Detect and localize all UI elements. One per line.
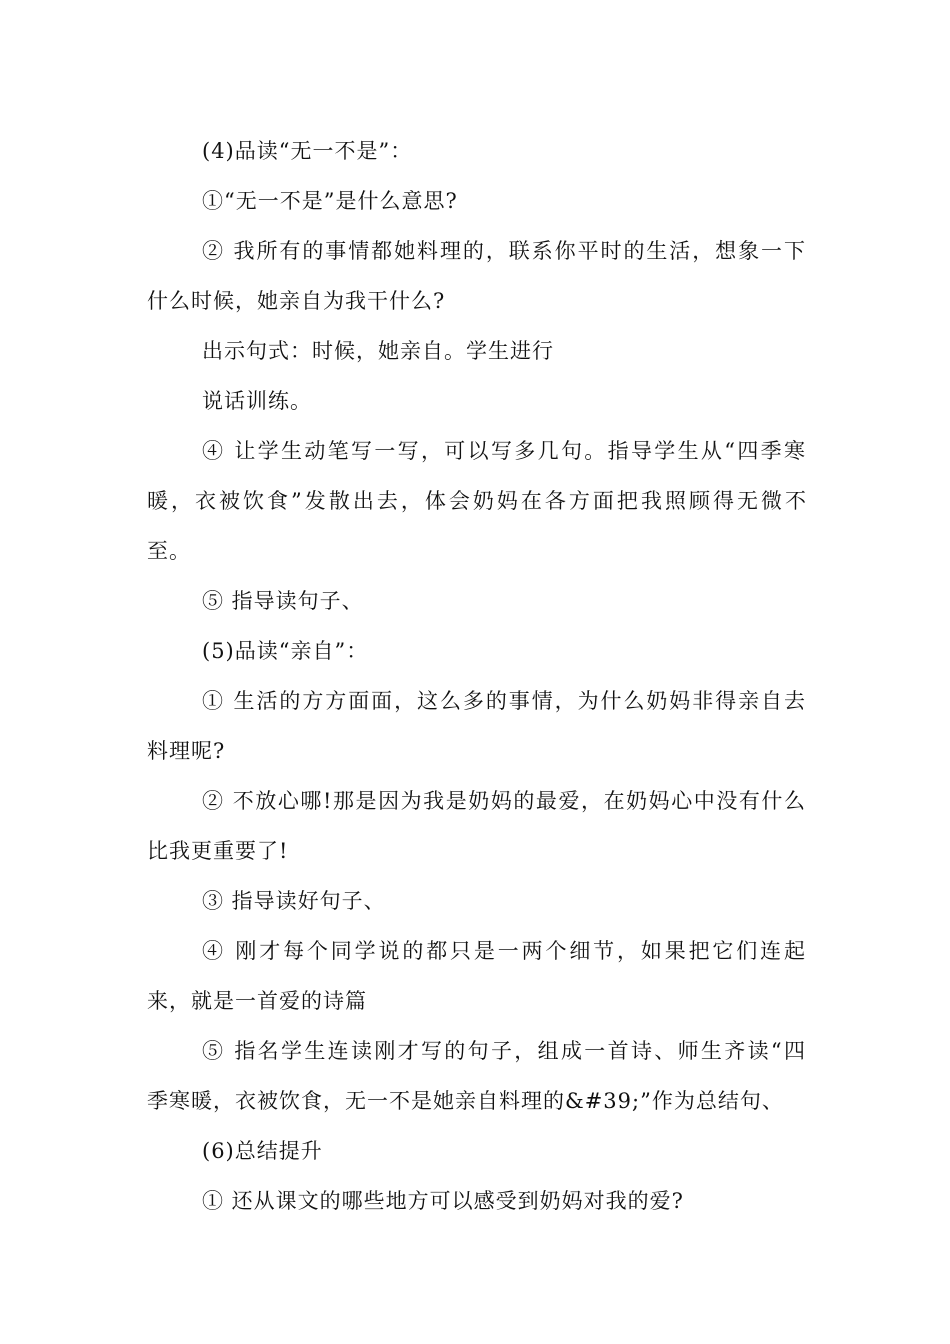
paragraph-line: (4)品读“无一不是”： [202, 139, 413, 163]
paragraph-line: ① 生活的方方面面，这么多的事情，为什么奶妈非得亲自去 [202, 689, 806, 713]
paragraph-line: 比我更重要了! [147, 839, 289, 863]
paragraph-line: 什么时候，她亲自为我干什么? [147, 289, 446, 313]
paragraph-line: ⑤ 指名学生连读刚才写的句子，组成一首诗、师生齐读“四 [202, 1039, 806, 1063]
paragraph-line: 季寒暖，衣被饮食，无一不是她亲自料理的&#39;”作为总结句、 [147, 1089, 784, 1113]
paragraph-line: 出示句式：时候，她亲自。学生进行 [202, 339, 554, 363]
paragraph-line: ①“无一不是”是什么意思? [202, 189, 458, 213]
paragraph-line: ④ 刚才每个同学说的都只是一两个细节，如果把它们连起 [202, 939, 806, 963]
paragraph-line: 暖，衣被饮食”发散出去，体会奶妈在各方面把我照顾得无微不 [147, 489, 807, 513]
paragraph-line: ⑤ 指导读句子、 [202, 589, 364, 613]
paragraph-line: ② 不放心哪!那是因为我是奶妈的最爱，在奶妈心中没有什么 [202, 789, 806, 813]
paragraph-line: 说话训练。 [202, 389, 312, 413]
paragraph-line: 料理呢? [147, 739, 226, 763]
paragraph-line: ① 还从课文的哪些地方可以感受到奶妈对我的爱? [202, 1189, 684, 1213]
paragraph-line: 来，就是一首爱的诗篇 [147, 989, 367, 1013]
paragraph-line: 至。 [147, 539, 191, 563]
paragraph-line: ② 我所有的事情都她料理的，联系你平时的生活，想象一下 [202, 239, 806, 263]
paragraph-line: ③ 指导读好句子、 [202, 889, 386, 913]
paragraph-line: ④ 让学生动笔写一写，可以写多几句。指导学生从“四季寒 [202, 439, 806, 463]
paragraph-line: (5)品读“亲自”： [202, 639, 369, 663]
paragraph-line: (6)总结提升 [202, 1139, 323, 1163]
